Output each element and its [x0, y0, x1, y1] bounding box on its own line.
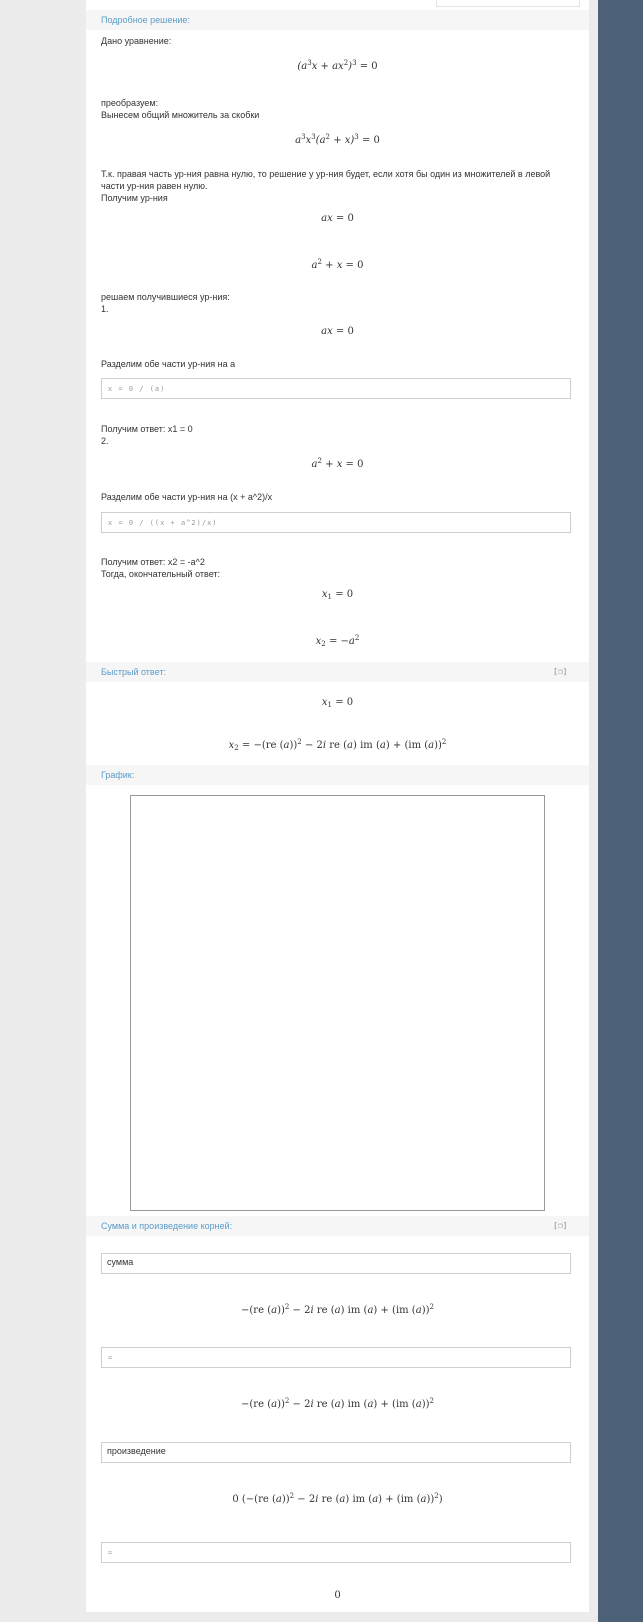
math-eq-a2x-2: $a^2 + x = 0$	[311, 457, 364, 470]
answer-1-label: Получим ответ: x1 = 0	[101, 424, 193, 434]
sum-label-box: сумма	[101, 1253, 571, 1274]
math-x2: $x_2 = -a^2$	[315, 634, 360, 648]
code-box-2[interactable]: x = 0 / ((x + a^2)/x)	[101, 512, 571, 533]
copy-icon[interactable]: [❐]	[553, 1221, 568, 1230]
section-header-graph	[86, 765, 589, 785]
solve-label: решаем получившиеся ур-ния:	[101, 292, 230, 302]
given-label: Дано уравнение:	[101, 36, 172, 46]
final-answer-label: Тогда, окончательный ответ:	[101, 569, 221, 579]
factor-out-label: Вынесем общий множитель за скобки	[101, 110, 260, 120]
explain-line-2: части ур-ния равен нулю.	[101, 181, 208, 191]
product-label-box: произведение	[101, 1442, 571, 1463]
math-product-result: 0	[334, 1590, 341, 1601]
transform-label: преобразуем:	[101, 98, 159, 108]
copy-icon[interactable]: [❐]	[553, 667, 568, 676]
code-box-1[interactable]: x = 0 / (a)	[101, 378, 571, 399]
equals-box-2: =	[101, 1542, 571, 1563]
math-sum-result: −(re (a))$^2$ − 2i re (a) im (a) + (im (a))$^2$	[241, 1397, 434, 1410]
section-title-quick: Быстрый ответ:	[101, 667, 166, 677]
get-equations-label: Получим ур-ния	[101, 193, 168, 203]
graph-plot-area	[130, 795, 545, 1211]
divide-b-label: Разделим обе части ур-ния на (x + a^2)/x	[101, 492, 273, 502]
math-given-equation: $(a^3x + ax^2)^3 = 0$	[297, 59, 378, 72]
math-product: 0 (−(re (a))$^2$ − 2i re (a) im (a) + (im (a))$^2$)	[232, 1492, 443, 1505]
math-sum: −(re (a))$^2$ − 2i re (a) im (a) + (im (a))$^2$	[241, 1303, 434, 1316]
section-header-quick	[86, 662, 589, 682]
math-quick-x2: $x_2 = -(re$ (a))$^2$ − 2i re (a) im (a) + (im (a))$^2$	[228, 738, 447, 752]
equals-box-1: =	[101, 1347, 571, 1368]
math-eq-ax: ax = 0	[321, 213, 354, 224]
section-header-detailed	[86, 10, 589, 30]
math-x1: $x_1 = 0$	[321, 589, 354, 601]
math-factored: $a^3x^3(a^2 + x)^3 = 0$	[295, 133, 380, 146]
section-title-graph: График:	[101, 770, 135, 780]
math-quick-x1: $x_1 = 0$	[321, 697, 354, 709]
math-eq-ax-2: ax = 0	[321, 326, 354, 337]
answer-2-label: Получим ответ: x2 = -a^2	[101, 557, 205, 567]
top-stub	[436, 0, 580, 7]
explain-line-1: Т.к. правая часть ур-ния равна нулю, то решение у ур-ния будет, если хотя бы один из множителей в левой	[101, 169, 551, 179]
section-title-detailed: Подробное решение:	[101, 15, 190, 25]
right-sidebar	[598, 0, 643, 1622]
section-title-sum-product: Сумма и произведение корней:	[101, 1221, 233, 1231]
section-header-sum-product	[86, 1216, 589, 1236]
math-eq-a2x: $a^2 + x = 0$	[311, 258, 364, 271]
step-number-2: 2.	[101, 436, 109, 446]
divide-a-label: Разделим обе части ур-ния на a	[101, 359, 236, 369]
step-number-1: 1.	[101, 304, 109, 314]
